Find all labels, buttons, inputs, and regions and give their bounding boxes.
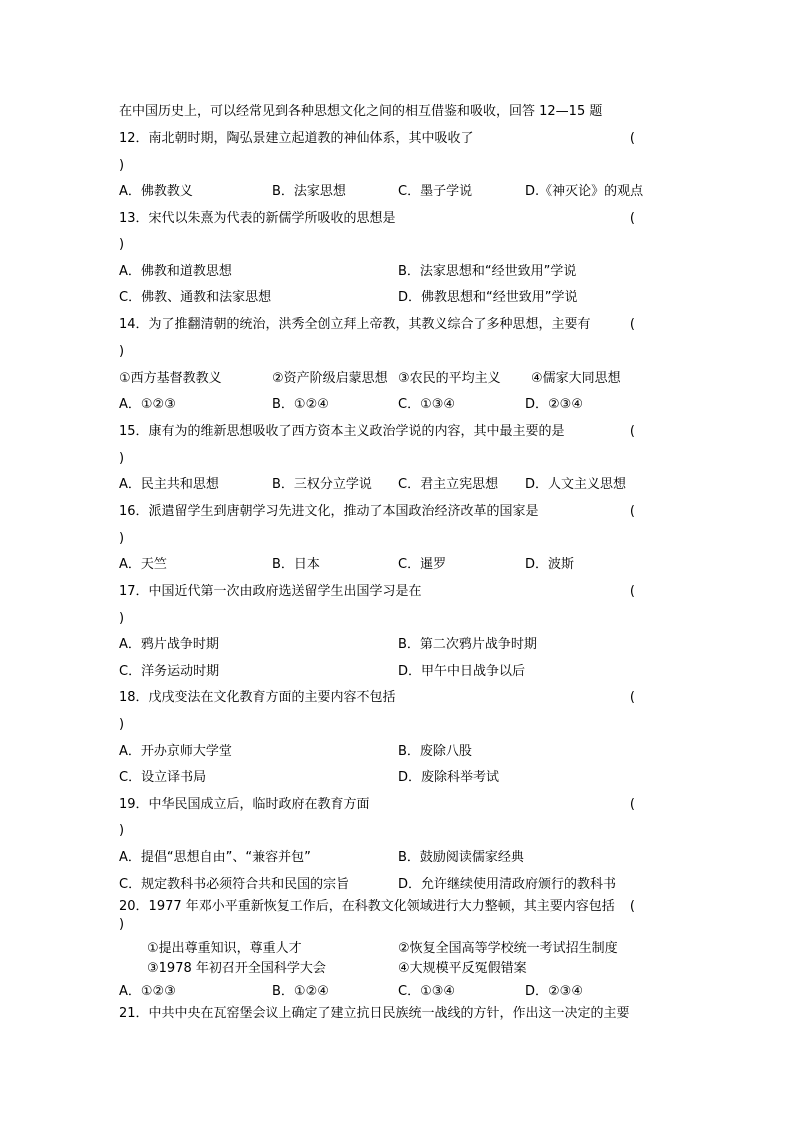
answer-paren-close: ) [119, 611, 125, 626]
option: C．①③④ [398, 397, 456, 412]
question-stem: 14．为了推翻清朝的统治，洪秀全创立拜上帝教，其教义综合了多种思想，主要有 [119, 317, 591, 332]
option: A．①②③ [119, 397, 176, 412]
option: D．人文主义思想 [525, 477, 627, 492]
option: A．开办京师大学堂 [119, 744, 232, 759]
option: B．日本 [272, 557, 320, 572]
intro-text: 在中国历史上，可以经常见到各种思想文化之间的相互借鉴和吸收，回答 12—15 题 [119, 104, 603, 119]
option: D．波斯 [525, 557, 575, 572]
option: C．①③④ [398, 984, 456, 999]
answer-paren-close: ) [119, 158, 125, 173]
option: D．废除科举考试 [398, 770, 500, 785]
option: A．提倡“思想自由”、“兼容并包” [119, 850, 311, 865]
answer-paren-open: ( [629, 584, 635, 599]
answer-paren-close: ) [119, 344, 125, 359]
statement-item: ④大规模平反冤假错案 [398, 961, 527, 976]
option: A．民主共和思想 [119, 477, 219, 492]
statement-item: ③农民的平均主义 [398, 371, 501, 386]
question-stem: 20．1977 年邓小平重新恢复工作后，在科教文化领域进行大力整顿，其主要内容包括 [119, 899, 615, 914]
option: B．鼓励阅读儒家经典 [398, 850, 524, 865]
option: C．洋务运动时期 [119, 664, 220, 679]
question-stem: 19．中华民国成立后，临时政府在教育方面 [119, 797, 370, 812]
question-line [119, 424, 635, 440]
statement-item: ③1978 年初召开全国科学大会 [147, 961, 326, 976]
answer-paren-open: ( [629, 131, 635, 146]
option: C．墨子学说 [398, 184, 473, 199]
question-stem: 21．中共中央在瓦窑堡会议上确定了建立抗日民族统一战线的方针，作出这一决定的主要 [119, 1006, 630, 1021]
statement-item: ①提出尊重知识，尊重人才 [147, 941, 302, 956]
question-stem: 17．中国近代第一次由政府选送留学生出国学习是在 [119, 584, 422, 599]
option: A．佛教和道教思想 [119, 264, 232, 279]
option: B．三权分立学说 [272, 477, 372, 492]
question-line [119, 584, 635, 600]
option: D.《神灭论》的观点 [525, 184, 644, 199]
option: C．规定教科书必须符合共和民国的宗旨 [119, 877, 350, 892]
question-stem: 13．宋代以朱熹为代表的新儒学所吸收的思想是 [119, 211, 396, 226]
statement-item: ②恢复全国高等学校统一考试招生制度 [398, 941, 618, 956]
option: B．废除八股 [398, 744, 472, 759]
question-line [119, 504, 635, 520]
option: D．佛教思想和“经世致用”学说 [398, 290, 578, 305]
statement-item: ④儒家大同思想 [531, 371, 621, 386]
question-line [119, 317, 635, 333]
option: D．②③④ [525, 984, 583, 999]
answer-paren-open: ( [629, 690, 635, 705]
option: D．②③④ [525, 397, 583, 412]
question-line [119, 690, 635, 706]
option: D．甲午中日战争以后 [398, 664, 526, 679]
answer-paren-close: ) [119, 823, 125, 838]
option: B．法家思想 [272, 184, 346, 199]
question-line [119, 131, 635, 147]
question-stem: 16．派遣留学生到唐朝学习先进文化，推动了本国政治经济改革的国家是 [119, 504, 539, 519]
question-stem: 15．康有为的维新思想吸收了西方资本主义政治学说的内容，其中最主要的是 [119, 424, 565, 439]
option: C．君主立宪思想 [398, 477, 499, 492]
option: A．鸦片战争时期 [119, 637, 219, 652]
question-stem: 18．戊戌变法在文化教育方面的主要内容不包括 [119, 690, 396, 705]
answer-paren-open: ( [629, 317, 635, 332]
answer-paren-close: ) [119, 917, 125, 932]
answer-paren-open: ( [629, 797, 635, 812]
option: C．设立译书局 [119, 770, 207, 785]
question-line [119, 211, 635, 227]
option: A．天竺 [119, 557, 167, 572]
question-stem: 12．南北朝时期，陶弘景建立起道教的神仙体系，其中吸收了 [119, 131, 474, 146]
answer-paren-open: ( [629, 211, 635, 226]
option: C．暹罗 [398, 557, 447, 572]
answer-paren-close: ) [119, 531, 125, 546]
statement-item: ①西方基督教教义 [119, 371, 222, 386]
answer-paren-close: ) [119, 237, 125, 252]
option: B．法家思想和“经世致用”学说 [398, 264, 577, 279]
statement-item: ②资产阶级启蒙思想 [272, 371, 388, 386]
option: B．①②④ [272, 397, 329, 412]
option: B．①②④ [272, 984, 329, 999]
answer-paren-close: ) [119, 717, 125, 732]
option: C．佛教、通教和法家思想 [119, 290, 272, 305]
answer-paren-open: ( [629, 899, 635, 914]
question-line [119, 797, 635, 813]
answer-paren-open: ( [629, 504, 635, 519]
question-line [119, 899, 635, 915]
option: A．佛教教义 [119, 184, 193, 199]
option: D．允许继续使用清政府颁行的教科书 [398, 877, 617, 892]
option: B．第二次鸦片战争时期 [398, 637, 537, 652]
answer-paren-close: ) [119, 451, 125, 466]
option: A．①②③ [119, 984, 176, 999]
answer-paren-open: ( [629, 424, 635, 439]
